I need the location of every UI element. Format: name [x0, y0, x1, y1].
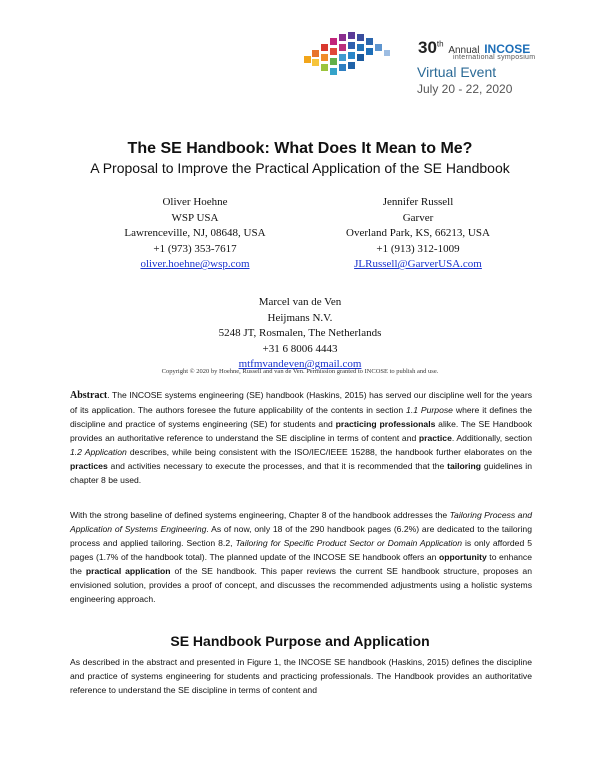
body-paragraph-2: With the strong baseline of defined systems engineering, Chapter 8 of the handbook addresses the Tailoring Process and Application of Systems Engineering. As of now, only 18 of the 290 handbook pages (6.2%) are dedicated to the tailoring process and applied tailoring. Section 8.2, Tailoring for Specific Product Sector or Domain Application is only afforded 5 pages (1.7% of the handbook total). The planned update of the INCOSE SE handbook offers an opportunity to enhance the practical application of the SE handbook. This paper reviews the current SE handbook structure, proposes an envisioned solution, provides a proof of concept, and discusses the recommended adjustments using a holistic systems engineering approach. [70, 510, 533, 604]
author-block-3 [190, 295, 410, 373]
abstract-label: Abstract [70, 390, 108, 401]
abstract-paragraph: Abstract. The INCOSE systems engineering (SE) handbook (Haskins, 2015) has served our discipline well for the years of its application. The authors foresee the future applicability of the contents in section 1.1 Purpose where it defines the discipline and practice of systems engineering (SE) for students and practicing professionals alike. The SE Handbook provides an authoritative reference to understand the SE discipline in terms of content and practice. Additionally, section 1.2 Application describes, while being consistent with the ISO/IEC/IEEE 15288, the handbook further elaborates on the practices and activities necessary to execute the processes, and that it is recommended that the tailoring guidelines in chapter 8 be used. [70, 390, 533, 485]
author-phone: +1 (973) 353-7617 [153, 242, 237, 255]
paper-subtitle: A Proposal to Improve the Practical Application of the SE Handbook [90, 160, 510, 176]
author-phone: +31 6 8006 4443 [262, 342, 338, 355]
author-org: WSP USA [171, 211, 219, 224]
paper-title: The SE Handbook: What Does It Mean to Me? [127, 140, 473, 157]
author-email-link[interactable]: oliver.hoehne@wsp.com [140, 258, 250, 270]
conference-event: Virtual Event [417, 64, 497, 80]
author-block-1 [85, 195, 305, 273]
incose-logo-graphic [296, 24, 416, 84]
author-address: Overland Park, KS, 66213, USA [346, 227, 490, 239]
author-name: Marcel van de Ven [258, 296, 342, 308]
author-phone: +1 (913) 312-1009 [376, 242, 460, 255]
conference-symposium: international symposium [453, 54, 536, 61]
author-block-2 [308, 195, 528, 273]
author-org: Heijmans N.V. [267, 311, 333, 324]
author-org: Garver [402, 211, 434, 224]
section-heading: SE Handbook Purpose and Application [170, 633, 430, 649]
author-name: Oliver Hoehne [162, 196, 228, 208]
conference-dates: July 20 - 22, 2020 [417, 82, 513, 96]
author-email-link[interactable]: JLRussell@GarverUSA.com [354, 258, 482, 270]
author-email-link[interactable]: mtfmvandeven@gmail.com [238, 358, 362, 370]
conference-number: 30th Annual INCOSE [418, 38, 531, 57]
author-address: 5248 JT, Rosmalen, The Netherlands [218, 327, 382, 339]
author-address: Lawrenceville, NJ, 08648, USA [124, 227, 266, 239]
copyright-notice: Copyright © 2020 by Hoehne, Russell and van de Ven. Permission granted to INCOSE to publish and use. [161, 368, 439, 375]
body-paragraph-3: As described in the abstract and presented in Figure 1, the INCOSE SE handbook (Haskins, 2015) defines the discipline and practice of systems engineering for students and practicing professionals. The Handbook provides an authoritative reference to understand the SE discipline in terms of content and [70, 657, 532, 695]
author-name: Jennifer Russell [382, 196, 454, 208]
